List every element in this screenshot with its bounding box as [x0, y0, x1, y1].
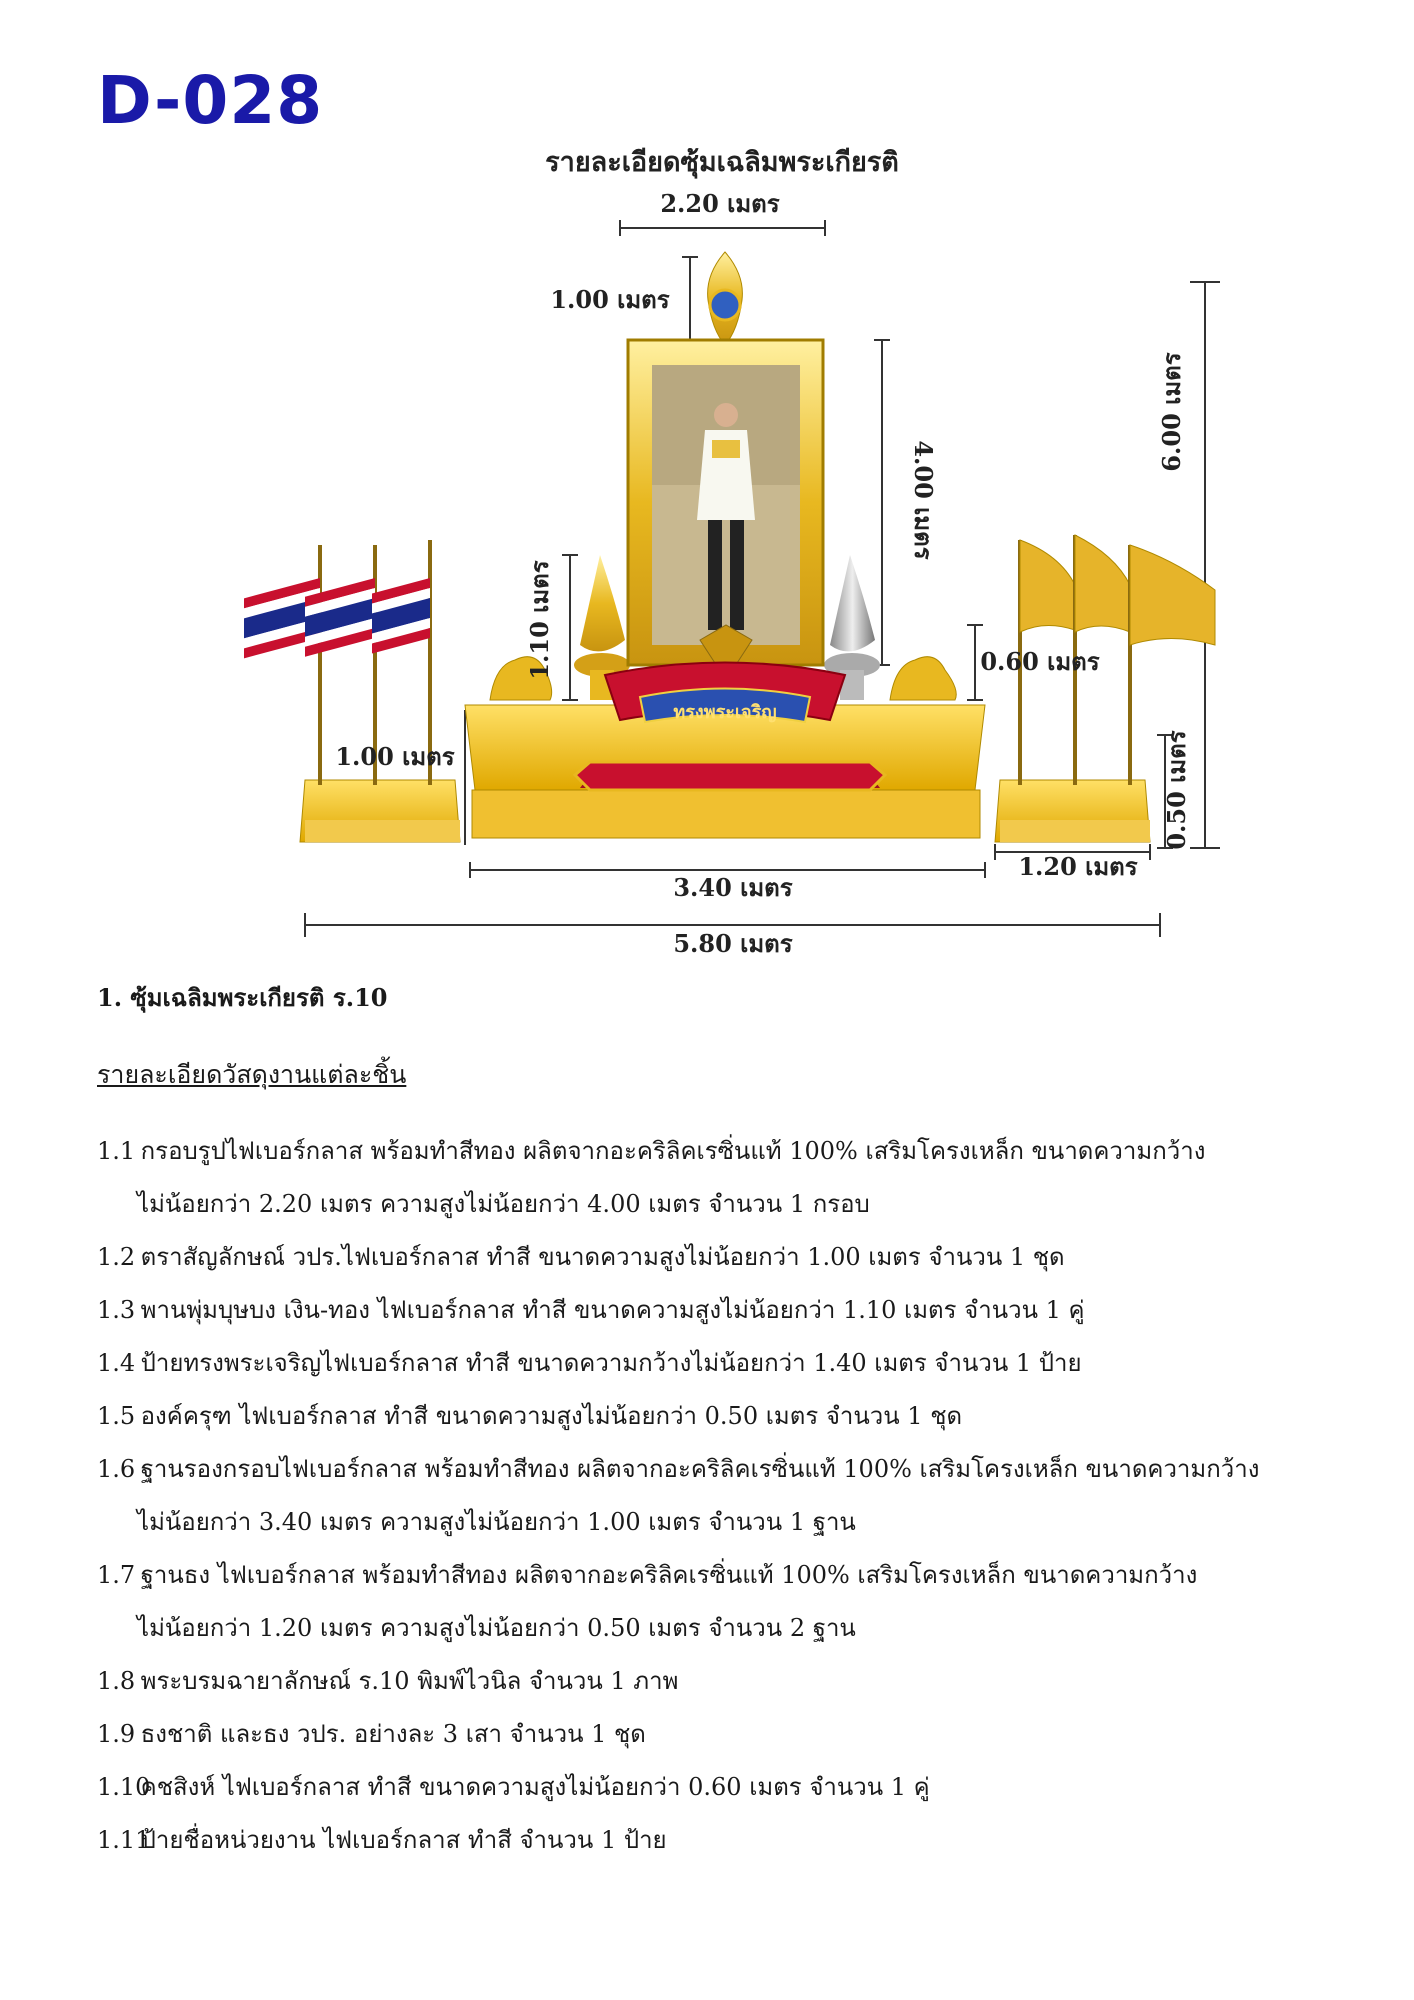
main-base	[465, 705, 985, 838]
diagram-title: รายละเอียดซุ้มเฉลิมพระเกียรติ	[545, 147, 899, 178]
dim-main-base-width: 3.40 เมตร	[673, 873, 793, 902]
vpr-emblem	[708, 252, 743, 345]
list-item: 1.11 ป้ายชื่อหน่วยงาน ไฟเบอร์กลาส ทำสี จำนวน 1 ป้าย	[97, 1826, 667, 1854]
list-item: 1.10 คชสิงห์ ไฟเบอร์กลาส ทำสี ขนาดความสูงไม่น้อยกว่า 0.60 เมตร จำนวน 1 คู่	[97, 1773, 930, 1801]
dim-flag-base-height: 1.00 เมตร	[335, 742, 455, 771]
dim-emblem-height: 1.00 เมตร	[550, 285, 670, 314]
portrait-frame	[628, 340, 823, 680]
list-item: 1.4 ป้ายทรงพระเจริญไฟเบอร์กลาส ทำสี ขนาดความกว้างไม่น้อยกว่า 1.40 เมตร จำนวน 1 ป้าย	[97, 1349, 1082, 1377]
left-flag-base	[300, 780, 460, 842]
list-item: 1.7 ฐานธง ไฟเบอร์กลาส พร้อมทำสีทอง ผลิตจากอะคริลิคเรซิ่นแท้ 100% เสริมโครงเหล็ก ขนาดความกว้าง	[97, 1561, 1198, 1589]
list-item: 1.9 ธงชาติ และธง วปร. อย่างละ 3 เสา จำนวน 1 ชุด	[97, 1720, 646, 1748]
dim-phan-height: 1.10 เมตร	[525, 560, 554, 680]
banner-text: ทรงพระเจริญ	[673, 702, 777, 723]
list-item-continuation: ไม่น้อยกว่า 1.20 เมตร ความสูงไม่น้อยกว่า 0.50 เมตร จำนวน 2 ฐาน	[137, 1614, 856, 1642]
dim-frame-width: 2.20 เมตร	[660, 189, 780, 218]
list-item-continuation: ไม่น้อยกว่า 3.40 เมตร ความสูงไม่น้อยกว่า 1.00 เมตร จำนวน 1 ฐาน	[137, 1508, 856, 1536]
product-code: D-028	[97, 62, 324, 139]
banner	[605, 663, 845, 724]
list-item: 1.3 พานพุ่มบุษบง เงิน-ทอง ไฟเบอร์กลาส ทำสี ขนาดความสูงไม่น้อยกว่า 1.10 เมตร จำนวน 1 คู่	[97, 1296, 1085, 1324]
dim-frame-height: 4.00 เมตร	[909, 440, 938, 560]
dim-total-height: 6.00 เมตร	[1157, 352, 1186, 472]
dim-flag-base-width: 1.20 เมตร	[1018, 852, 1138, 881]
arch-diagram	[0, 0, 1414, 960]
materials-list	[97, 1125, 1327, 1867]
list-item: 1.5 องค์ครุฑ ไฟเบอร์กลาส ทำสี ขนาดความสูงไม่น้อยกว่า 0.50 เมตร จำนวน 1 ชุด	[97, 1402, 963, 1430]
dim-lion-height: 0.60 เมตร	[980, 647, 1100, 676]
list-item: 1.2 ตราสัญลักษณ์ วปร.ไฟเบอร์กลาส ทำสี ขนาดความสูงไม่น้อยกว่า 1.00 เมตร จำนวน 1 ชุด	[97, 1243, 1065, 1271]
section-heading: 1. ซุ้มเฉลิมพระเกียรติ ร.10	[97, 983, 388, 1012]
list-item-continuation: ไม่น้อยกว่า 2.20 เมตร ความสูงไม่น้อยกว่า 4.00 เมตร จำนวน 1 กรอบ	[137, 1190, 870, 1218]
right-flag-base	[995, 780, 1150, 842]
list-item: 1.6 ฐานรองกรอบไฟเบอร์กลาส พร้อมทำสีทอง ผลิตจากอะคริลิคเรซิ่นแท้ 100% เสริมโครงเหล็ก ขนาดความกว้าง	[97, 1455, 1260, 1483]
dim-total-width: 5.80 เมตร	[673, 929, 793, 958]
materials-subheading: รายละเอียดวัสดุงานแต่ละชิ้น	[97, 1060, 407, 1089]
dim-flag-base2-height: 0.50 เมตร	[1162, 730, 1191, 850]
list-item: 1.8 พระบรมฉายาลักษณ์ ร.10 พิมพ์ไวนิล จำนวน 1 ภาพ	[97, 1667, 679, 1695]
right-lion	[890, 657, 956, 700]
list-item: 1.1 กรอบรูปไฟเบอร์กลาส พร้อมทำสีทอง ผลิตจากอะคริลิคเรซิ่นแท้ 100% เสริมโครงเหล็ก ขนาดความกว้าง	[97, 1137, 1206, 1165]
